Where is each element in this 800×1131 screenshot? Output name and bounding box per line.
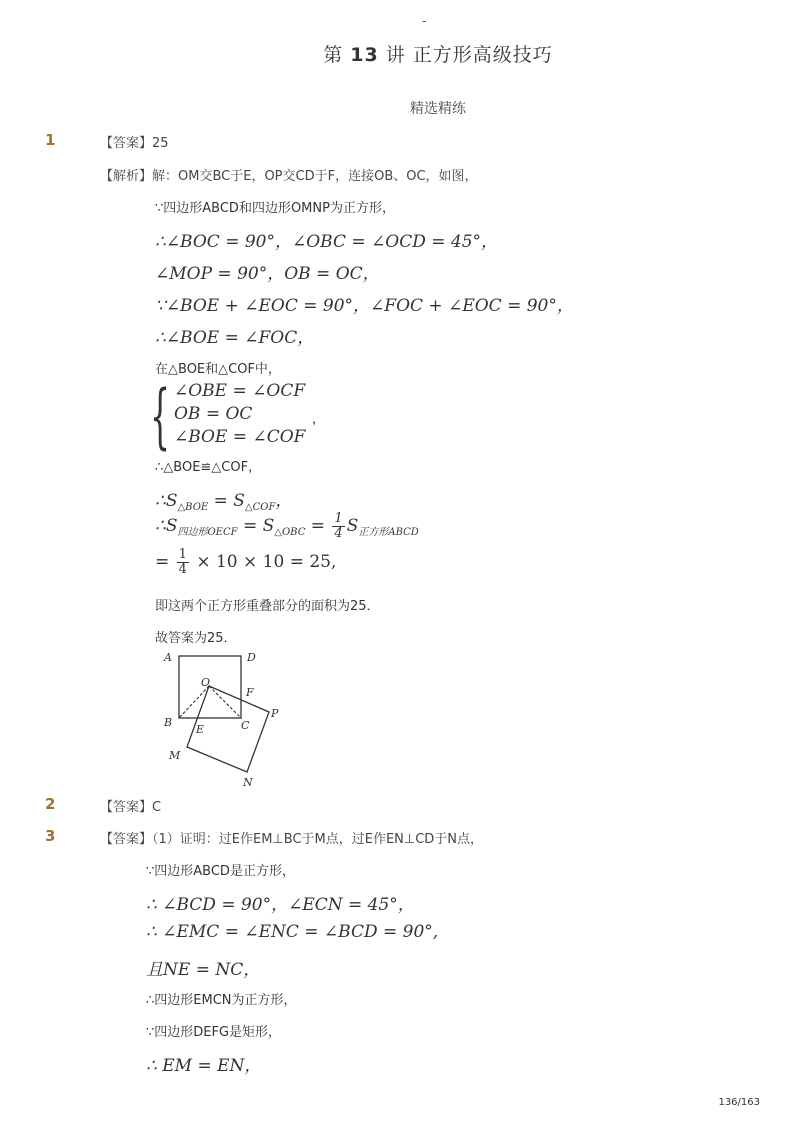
- fraction-denominator: 4: [178, 562, 187, 577]
- segment-ob: [179, 686, 209, 718]
- analysis-tag: 【解析】: [100, 169, 153, 184]
- title-number: 13: [350, 44, 379, 66]
- label-o: O: [201, 676, 211, 689]
- math-subscript: △BOE: [177, 502, 209, 513]
- math-text: ∴S: [155, 491, 178, 511]
- fraction-numerator: 1: [178, 547, 187, 562]
- math-text: S: [346, 516, 359, 536]
- answer-tag: 【答案】: [100, 136, 153, 151]
- system-equation: ∠OBE = ∠OCF: [174, 381, 306, 401]
- proof-line: ∴ EM = EN，: [146, 1056, 262, 1076]
- label-m: M: [169, 749, 181, 762]
- answer-line: [100, 828, 483, 847]
- geometry-figure: [158, 646, 298, 794]
- label-e: E: [196, 723, 205, 736]
- label-n: N: [243, 776, 253, 789]
- fraction: [332, 512, 344, 541]
- math-text: = S: [237, 516, 275, 536]
- fraction-denominator: 4: [334, 526, 343, 541]
- question-number: 1: [45, 131, 56, 149]
- proof-line: ∵四边形ABCD是正方形，: [146, 864, 295, 879]
- label-c: C: [241, 719, 250, 732]
- solution-line: 在△BOE和△COF中，: [155, 362, 281, 377]
- fraction-numerator: 1: [334, 511, 343, 526]
- question-number: 3: [45, 827, 56, 845]
- math-subscript: 四边形OECF: [177, 527, 238, 538]
- page-title: [0, 40, 800, 67]
- page-number: 136/163: [718, 1097, 760, 1108]
- header-dash: -: [422, 14, 427, 28]
- proof-line: ∵四边形DEFG是矩形，: [146, 1025, 282, 1040]
- proof-line: ∴四边形EMCN为正方形，: [146, 993, 297, 1008]
- area-fraction-line: [155, 512, 419, 541]
- math-subscript: △COF: [244, 502, 276, 513]
- conclusion-line: 即这两个正方形重叠部分的面积为25．: [155, 599, 380, 614]
- math-text: ∴S: [155, 516, 178, 536]
- math-text: = S: [208, 491, 245, 511]
- label-b: B: [164, 716, 173, 729]
- title-prefix: 第: [323, 44, 351, 66]
- solution-line: ∵∠BOE + ∠EOC = 90°，∠FOC + ∠EOC = 90°，: [155, 296, 574, 316]
- proof-intro: （1）证明：过E作EM⊥BC于M点，过E作EN⊥CD于N点，: [152, 832, 484, 847]
- math-subscript: △OBC: [274, 527, 306, 538]
- math-text: × 10 × 10 = 25,: [190, 552, 337, 572]
- system-equation: ∠BOE = ∠COF: [174, 427, 306, 447]
- proof-line: 且NE = NC，: [146, 960, 261, 980]
- analysis-text: 解：OM交BC于E，OP交CD于F，连接OB、OC，如图，: [152, 169, 478, 184]
- answer-tag: 【答案】: [100, 832, 153, 847]
- label-d: D: [247, 651, 256, 664]
- proof-line: ∴ ∠EMC = ∠ENC = ∠BCD = 90°,: [146, 922, 439, 942]
- solution-line: ∠MOP = 90°，OB = OC，: [155, 264, 380, 284]
- question-number: 2: [45, 795, 56, 813]
- final-answer-line: 故答案为25．: [155, 631, 237, 646]
- fraction: [177, 548, 189, 577]
- solution-line: ∴∠BOC = 90°，∠OBC = ∠OCD = 45°，: [155, 232, 499, 252]
- segment-oc: [209, 686, 241, 718]
- section-subtitle: 精选精练: [410, 101, 466, 117]
- math-text: ，: [275, 491, 293, 511]
- solution-line: ∴∠BOE = ∠FOC，: [155, 328, 315, 348]
- answer-tag: 【答案】: [100, 800, 153, 815]
- title-suffix: 讲 正方形高级技巧: [378, 44, 553, 66]
- proof-line: ∴ ∠BCD = 90°，∠ECN = 45°，: [146, 895, 415, 915]
- system-equation: OB = OC: [174, 404, 253, 424]
- label-a: A: [164, 651, 172, 664]
- system-comma: ，: [312, 412, 326, 427]
- answer-value: C: [152, 800, 162, 815]
- answer-value: 25: [152, 136, 169, 151]
- system-brace: {: [150, 375, 171, 457]
- area-result-line: [155, 548, 336, 577]
- label-p: P: [271, 707, 279, 720]
- solution-line: ∵四边形ABCD和四边形OMNP为正方形，: [155, 201, 395, 216]
- answer-line: [100, 796, 161, 815]
- math-text: =: [155, 552, 175, 572]
- math-text: =: [305, 516, 331, 536]
- answer-line: [100, 132, 169, 151]
- label-f: F: [246, 686, 254, 699]
- area-equality-line: [155, 486, 292, 513]
- math-subscript: 正方形ABCD: [358, 527, 419, 538]
- analysis-line: [100, 165, 478, 184]
- solution-line: ∴△BOE≌△COF，: [155, 460, 262, 475]
